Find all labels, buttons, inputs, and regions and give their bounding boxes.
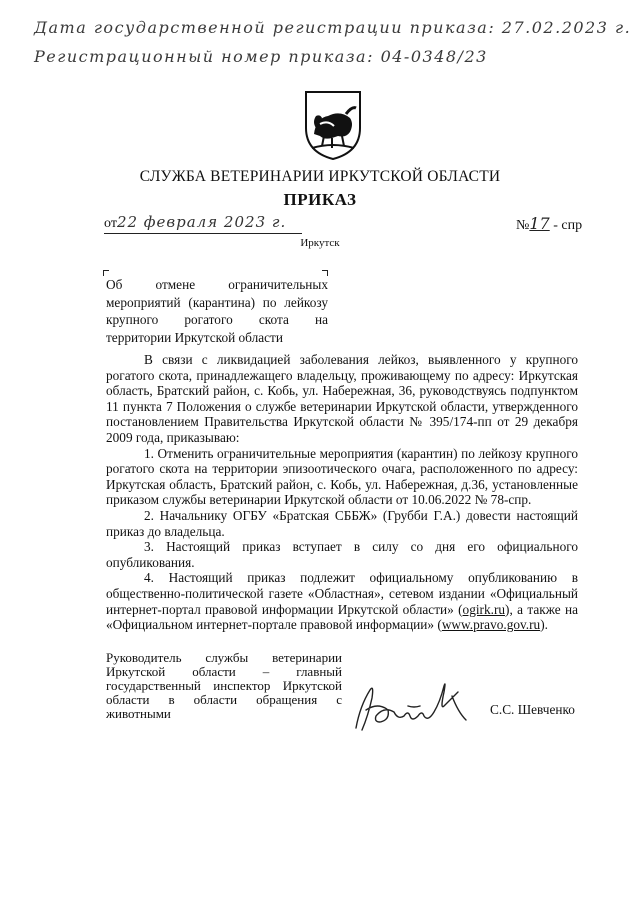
registration-number-handwritten: Регистрационный номер приказа: 04-0348/23	[34, 47, 488, 66]
date-prefix: от	[104, 216, 117, 231]
number-prefix: №	[516, 218, 530, 233]
handwritten-signature	[348, 676, 480, 736]
item-4-text-mid: ), а также на «Официальном интернет-портале правовой информации» (	[106, 601, 578, 633]
item-4-text-end: ).	[540, 617, 548, 633]
order-date	[104, 213, 286, 232]
date-underline	[104, 233, 302, 234]
agency-name: СЛУЖБА ВЕТЕРИНАРИИ ИРКУТСКОЙ ОБЛАСТИ	[139, 168, 501, 185]
body-paragraph-item-4	[106, 570, 578, 632]
pravo-link[interactable]: www.pravo.gov.ru	[441, 617, 541, 633]
order-subject: Об отмене ограничительных мероприятий (карантина) по лейкозу крупного рогатого скота на территории Иркутской области	[106, 277, 328, 345]
city-name: Иркутск	[300, 237, 340, 249]
number-suffix: - спр	[549, 218, 583, 233]
registration-date-handwritten: Дата государственной регистрации приказа: 27.02.2023 г.	[34, 18, 632, 37]
irkutsk-coat-of-arms-icon	[302, 88, 364, 162]
document-title: ПРИКАЗ	[283, 190, 357, 209]
order-body	[106, 352, 578, 633]
body-paragraph-preamble: В связи с ликвидацией заболевания лейкоз, выявленного у крупного рогатого скота, принадлежащего владельцу, проживающему по адресу: Иркутская область, Братский район, с. Кобь, ул. Набережная, 36, руководствуясь подпунктом 11 пункта 7 Положения о службе ветеринарии Иркутской области, утвержденного постановлением Правительства Иркутской области № 395/174-пп от 29 декабря 2009 года, приказываю:	[106, 352, 578, 445]
ogirk-link[interactable]: ogirk.ru	[462, 601, 506, 617]
signer-name: С.С. Шевченко	[490, 702, 575, 717]
date-value-handwritten: 22 февраля 2023 г.	[116, 213, 287, 231]
order-number	[516, 214, 582, 234]
number-value-handwritten: 17	[529, 214, 550, 233]
item-4-text-start: 4. Настоящий приказ подлежит официальному опубликованию в общественно-политической газете «Областная», сетевом издании «Официальный интернет-портал правовой информации Иркутской области» (	[106, 570, 578, 617]
body-paragraph-item-2: 2. Начальнику ОГБУ «Братская СББЖ» (Грубби Г.А.) довести настоящий приказ до владельца.	[106, 507, 578, 539]
body-paragraph-item-3: 3. Настоящий приказ вступает в силу со дня его официального опубликования.	[106, 539, 578, 570]
body-paragraph-item-1: 1. Отменить ограничительные мероприятия (карантин) по лейкозу крупного рогатого скота на территории эпизоотического очага, расположенного по адресу: Иркутская область, Братский район, с. Кобь, ул. Набережная, д.36, установленные приказом службы ветеринарии Иркутской области от 10.06.2022 № 78-спр.	[106, 445, 578, 508]
signer-title: Руководитель службы ветеринарии Иркутской области – главный государственный инспектор Иркутской области в области обращения с животными	[106, 650, 342, 721]
